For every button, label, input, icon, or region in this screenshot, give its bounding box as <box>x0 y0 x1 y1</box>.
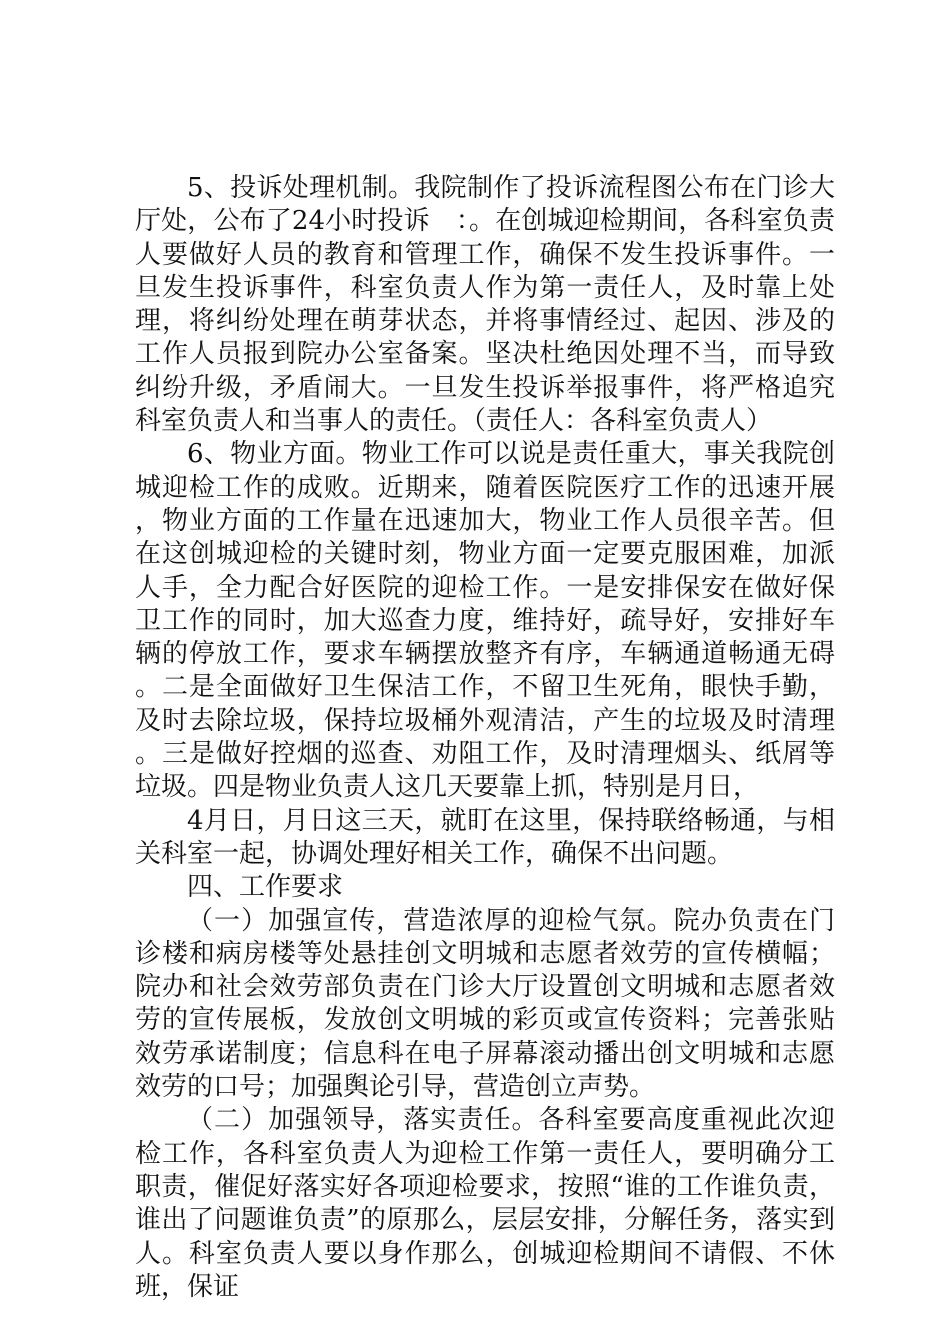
paragraph-property-management: 6、物业方面。物业工作可以说是责任重大，事关我院创城迎检工作的成败。近期来，随着医院医疗工作的迅速开展，物业方面的工作量在迅速加大，物业工作人员很辛苦。但在这创城迎检的关键时刻，物业方面一定要克服困难，加派人手，全力配合好医院的迎检工作。一是安排保安在做好保卫工作的同时，加大巡查力度，维持好，疏导好，安排好车辆的停放工作，要求车辆摆放整齐有序，车辆通道畅通无碍。二是全面做好卫生保洁工作，不留卫生死角，眼快手勤，及时去除垃圾，保持垃圾桶外观清洁，产生的垃圾及时清理。三是做好控烟的巡查、劝阻工作，及时清理烟头、纸屑等垃圾。四是物业负责人这几天要靠上抓，特别是月日， <box>135 439 835 803</box>
document-body <box>135 172 835 1304</box>
paragraph-complaint-handling: 5、投诉处理机制。我院制作了投诉流程图公布在门诊大厅处，公布了24小时投诉 ：。在创城迎检期间，各科室负责人要做好人员的教育和管理工作，确保不发生投诉事件。一旦发生投诉事件，科室负责人作为第一责任人，及时靠上处理，将纠纷处理在萌芽状态，并将事情经过、起因、涉及的工作人员报到院办公室备案。坚决杜绝因处理不当，而导致纠纷升级，矛盾闹大。一旦发生投诉举报事件，将严格追究科室负责人和当事人的责任。（责任人：各科室负责人） <box>135 173 835 437</box>
paragraph-requirement-publicity: （一）加强宣传，营造浓厚的迎检气氛。院办负责在门诊楼和病房楼等处悬挂创文明城和志愿者效劳的宣传横幅；院办和社会效劳部负责在门诊大厅设置创文明城和志愿者效劳的宣传展板，发放创文明城的彩页或宣传资料；完善张贴效劳承诺制度；信息科在电子屏幕滚动播出创文明城和志愿效劳的口号；加强舆论引导，营造创立声势。 <box>135 905 835 1103</box>
paragraph-requirement-leadership: （二）加强领导，落实责任。各科室要高度重视此次迎检工作，各科室负责人为迎检工作第一责任人，要明确分工职责，催促好落实好各项迎检要求，按照“谁的工作谁负责，谁出了问题谁负责”的原那么，层层安排，分解任务，落实到人。科室负责人要以身作那么，创城迎检期间不请假、不休班，保证 <box>135 1105 835 1302</box>
section-heading-work-requirements: 四、工作要求 <box>187 872 344 903</box>
paragraph-property-continued: 4月日，月日这三天，就盯在这里，保持联络畅通，与相关科室一起，协调处理好相关工作，确保不出问题。 <box>135 805 835 869</box>
